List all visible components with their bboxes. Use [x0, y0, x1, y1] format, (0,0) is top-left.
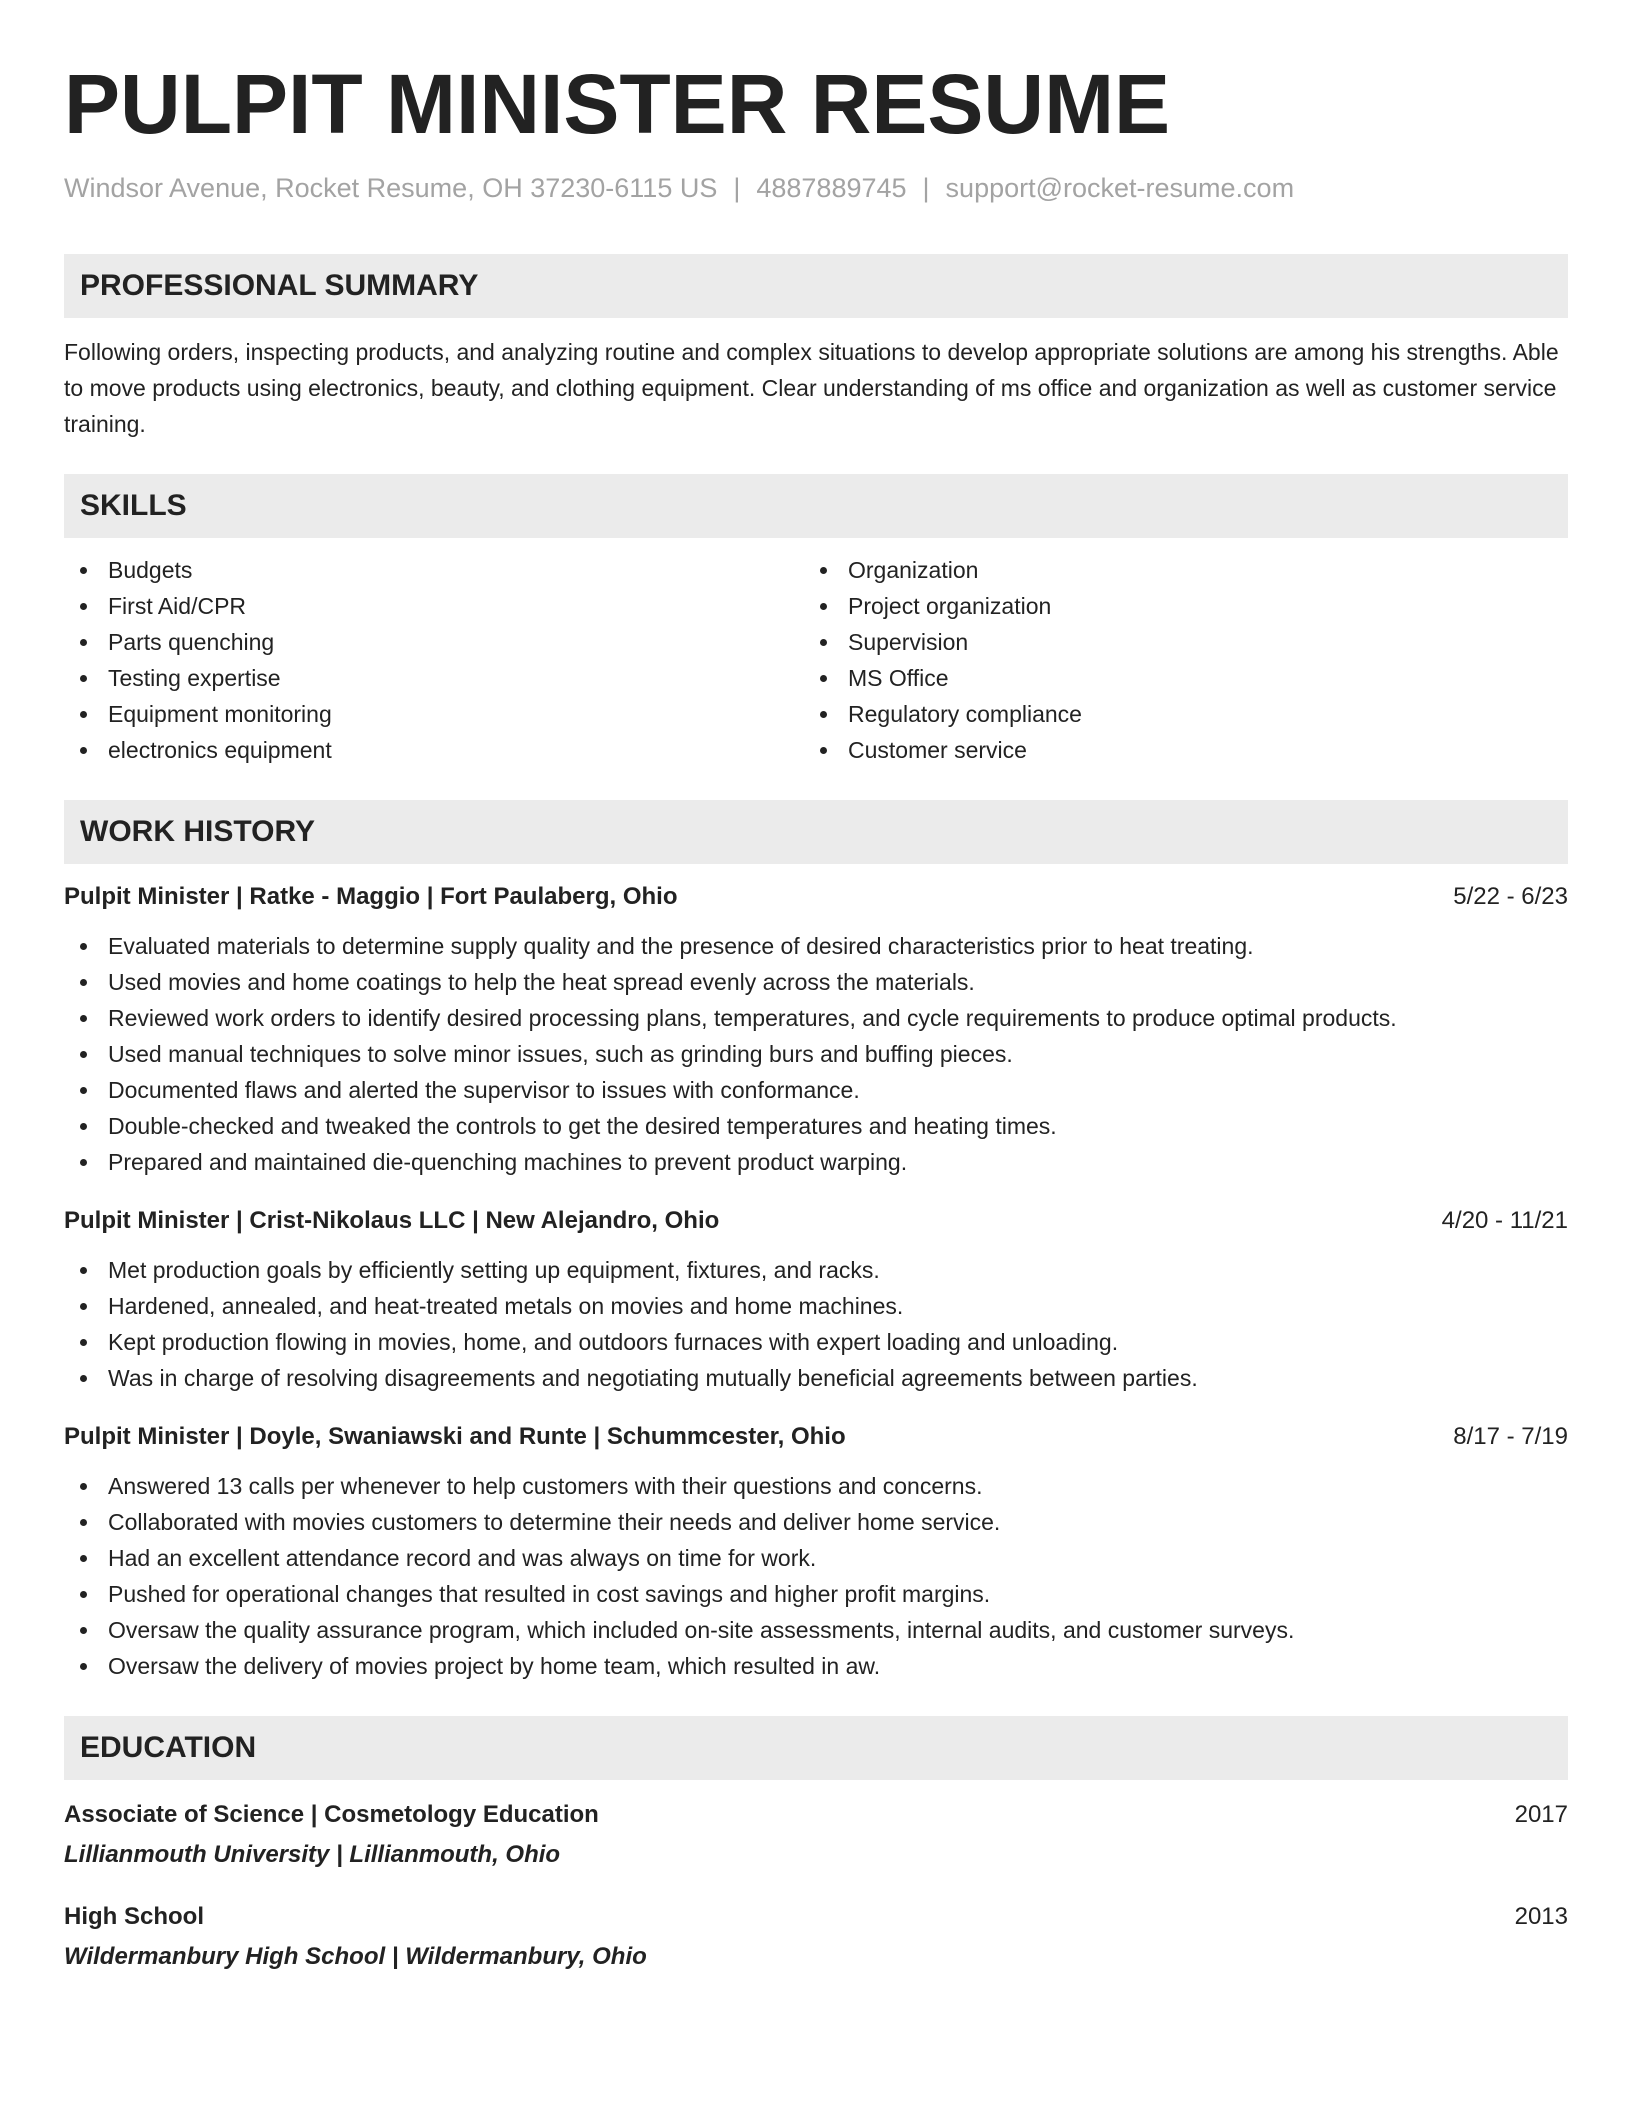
summary-text: Following orders, inspecting products, and analyzing routine and complex situations to develop appropriate solutions are among his strengths. Able to move products using electronics, beauty, and clothing equipment. Clear understanding of ms office and organization as well as customer service training.	[64, 339, 1559, 437]
contact-separator: |	[733, 173, 741, 203]
skill-item: MS Office	[804, 660, 1544, 696]
skill-item: Parts quenching	[64, 624, 804, 660]
job-title: Pulpit Minister | Crist-Nikolaus LLC | New Alejandro, Ohio	[64, 1207, 720, 1234]
education-degree: Associate of Science | Cosmetology Education	[64, 1801, 599, 1828]
skill-item: Customer service	[804, 732, 1544, 768]
education-school: Wildermanbury High School | Wildermanbury, Ohio	[64, 1943, 647, 1970]
education-year: 2013	[1514, 1903, 1568, 1930]
skill-item: Testing expertise	[64, 660, 804, 696]
page-title: PULPIT MINISTER RESUME	[64, 57, 1171, 151]
job-bullet: Collaborated with movies customers to determine their needs and deliver home service.	[64, 1504, 1568, 1540]
skill-item: Organization	[804, 552, 1544, 588]
job-bullet: Documented flaws and alerted the supervisor to issues with conformance.	[64, 1072, 1568, 1108]
job-bullet: Hardened, annealed, and heat-treated metals on movies and home machines.	[64, 1288, 1568, 1324]
job-bullet: Answered 13 calls per whenever to help customers with their questions and concerns.	[64, 1468, 1568, 1504]
job-bullet: Pushed for operational changes that resulted in cost savings and higher profit margins.	[64, 1576, 1568, 1612]
job-header	[64, 1420, 1568, 1454]
education-year: 2017	[1514, 1801, 1568, 1828]
job-title: Pulpit Minister | Doyle, Swaniawski and Runte | Schummcester, Ohio	[64, 1423, 846, 1450]
job-bullet: Reviewed work orders to identify desired processing plans, temperatures, and cycle requirements to produce optimal products.	[64, 1000, 1568, 1036]
contact-email: support@rocket-resume.com	[945, 173, 1295, 203]
job-dates: 8/17 - 7/19	[1453, 1423, 1568, 1450]
skill-item: Regulatory compliance	[804, 696, 1544, 732]
section-header-summary: PROFESSIONAL SUMMARY	[64, 254, 1568, 318]
job-bullet: Evaluated materials to determine supply quality and the presence of desired characteristics prior to heat treating.	[64, 928, 1568, 964]
section-header-skills: SKILLS	[64, 474, 1568, 538]
education-entry	[64, 1798, 1568, 1872]
job-bullet: Used manual techniques to solve minor issues, such as grinding burs and buffing pieces.	[64, 1036, 1568, 1072]
job-bullet: Was in charge of resolving disagreements and negotiating mutually beneficial agreements between parties.	[64, 1360, 1568, 1396]
job-bullet: Prepared and maintained die-quenching machines to prevent product warping.	[64, 1144, 1568, 1180]
job-entry	[64, 880, 1568, 1180]
job-bullets	[64, 928, 1568, 1180]
job-bullet: Oversaw the delivery of movies project by home team, which resulted in aw.	[64, 1648, 1568, 1684]
contact-phone: 4887889745	[756, 173, 907, 203]
education-header	[64, 1798, 1568, 1832]
education-school: Lillianmouth University | Lillianmouth, Ohio	[64, 1841, 561, 1868]
skill-item: First Aid/CPR	[64, 588, 804, 624]
skill-item: Budgets	[64, 552, 804, 588]
job-title: Pulpit Minister | Ratke - Maggio | Fort Paulaberg, Ohio	[64, 883, 678, 910]
skill-item: electronics equipment	[64, 732, 804, 768]
section-header-work-history: WORK HISTORY	[64, 800, 1568, 864]
job-bullets	[64, 1252, 1568, 1396]
skills-list	[64, 552, 1568, 768]
job-header	[64, 1204, 1568, 1238]
job-header	[64, 880, 1568, 914]
contact-line	[64, 172, 1568, 204]
job-bullet: Used movies and home coatings to help the heat spread evenly across the materials.	[64, 964, 1568, 1000]
skill-item: Equipment monitoring	[64, 696, 804, 732]
job-dates: 5/22 - 6/23	[1453, 883, 1568, 910]
section-header-education: EDUCATION	[64, 1716, 1568, 1780]
skills-column-right	[804, 552, 1544, 768]
education-degree: High School	[64, 1903, 204, 1930]
skills-column-left	[64, 552, 804, 768]
job-bullet: Oversaw the quality assurance program, which included on-site assessments, internal audits, and customer surveys.	[64, 1612, 1568, 1648]
job-bullet: Double-checked and tweaked the controls to get the desired temperatures and heating times.	[64, 1108, 1568, 1144]
contact-address: Windsor Avenue, Rocket Resume, OH 37230-6115 US	[64, 173, 718, 203]
contact-separator: |	[922, 173, 930, 203]
job-bullet: Kept production flowing in movies, home, and outdoors furnaces with expert loading and unloading.	[64, 1324, 1568, 1360]
job-bullet: Met production goals by efficiently setting up equipment, fixtures, and racks.	[64, 1252, 1568, 1288]
job-bullets	[64, 1468, 1568, 1684]
job-dates: 4/20 - 11/21	[1441, 1207, 1568, 1234]
education-entry	[64, 1900, 1568, 1974]
skill-item: Supervision	[804, 624, 1544, 660]
job-entry	[64, 1420, 1568, 1684]
job-entry	[64, 1204, 1568, 1396]
job-bullet: Had an excellent attendance record and was always on time for work.	[64, 1540, 1568, 1576]
education-header	[64, 1900, 1568, 1934]
skill-item: Project organization	[804, 588, 1544, 624]
